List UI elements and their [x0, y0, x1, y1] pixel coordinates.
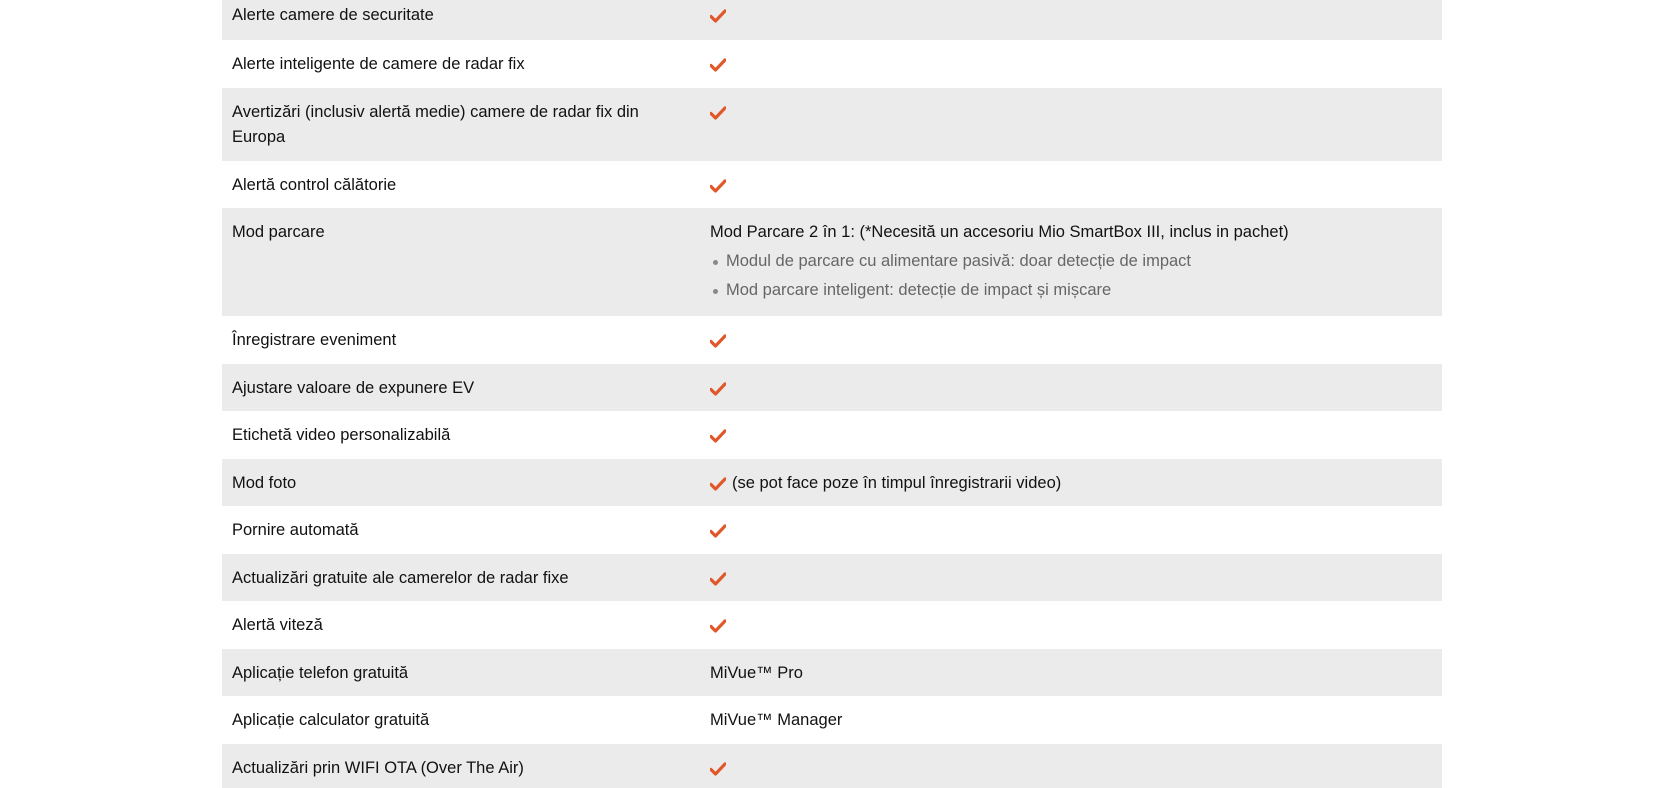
row-label: Actualizări gratuite ale camerelor de radar fixe [232, 569, 569, 587]
row-label: Înregistrare eveniment [232, 331, 397, 349]
checkmark-icon [710, 566, 726, 591]
table-row [222, 506, 1442, 554]
row-value [710, 613, 1442, 638]
list-item: Modul de parcare cu alimentare pasivă: doar detecție de impact [726, 249, 1442, 274]
parking-mode-list [710, 249, 1442, 303]
row-value [710, 566, 1442, 591]
row-value [710, 328, 1442, 353]
table-row [222, 364, 1442, 411]
table-row [222, 601, 1442, 649]
row-label: Ajustare valoare de expunere EV [232, 379, 475, 397]
spec-table [222, 0, 1442, 788]
row-value [710, 376, 1442, 401]
table-row [222, 0, 1442, 40]
row-label: Aplicație calculator gratuită [232, 711, 430, 729]
table-row [222, 40, 1442, 88]
table-row [222, 649, 1442, 696]
table-row [222, 161, 1442, 208]
table-row [222, 459, 1442, 506]
row-label: Etichetă video personalizabilă [232, 426, 451, 444]
photo-mode-note: (se pot face poze în timpul înregistrarii video) [732, 474, 1062, 492]
row-value [710, 423, 1442, 448]
table-row [222, 554, 1442, 601]
checkmark-icon [710, 376, 726, 401]
table-row [222, 208, 1442, 316]
row-label: Aplicație telefon gratuită [232, 664, 409, 682]
row-label: Alertă control călătorie [232, 176, 397, 194]
row-value: MiVue™ Pro [710, 664, 803, 682]
row-value [710, 756, 1442, 781]
row-value [710, 3, 1442, 28]
checkmark-icon [710, 3, 726, 28]
table-row [222, 88, 1442, 161]
parking-mode-description: Mod Parcare 2 în 1: (*Necesită un accesoriu Mio SmartBox III, inclus in pachet) [710, 223, 1289, 241]
row-label: Pornire automată [232, 521, 359, 539]
row-label: Mod parcare [232, 223, 325, 241]
checkmark-icon [710, 756, 726, 781]
row-value [710, 52, 1442, 77]
checkmark-icon [710, 423, 726, 448]
row-value [710, 100, 1442, 125]
row-value [710, 518, 1442, 543]
list-item: Mod parcare inteligent: detecție de impact și mișcare [726, 278, 1442, 303]
table-row [222, 696, 1442, 744]
checkmark-icon [710, 100, 726, 125]
checkmark-icon [710, 471, 726, 496]
checkmark-icon [710, 518, 726, 543]
row-value [710, 220, 1442, 307]
row-label: Alerte camere de securitate [232, 6, 434, 24]
checkmark-icon [710, 52, 726, 77]
row-label: Alerte inteligente de camere de radar fix [232, 55, 525, 73]
row-label: Mod foto [232, 474, 297, 492]
row-value [710, 173, 1442, 198]
checkmark-icon [710, 328, 726, 353]
row-label: Actualizări prin WIFI OTA (Over The Air) [232, 759, 524, 777]
row-label: Avertizări (inclusiv alertă medie) camere de radar fix din Europa [232, 103, 639, 146]
row-value: MiVue™ Manager [710, 711, 843, 729]
table-row [222, 411, 1442, 459]
checkmark-icon [710, 173, 726, 198]
checkmark-icon [710, 613, 726, 638]
table-row [222, 744, 1442, 788]
row-label: Alertă viteză [232, 616, 323, 634]
row-value [710, 471, 1442, 496]
table-row [222, 316, 1442, 364]
